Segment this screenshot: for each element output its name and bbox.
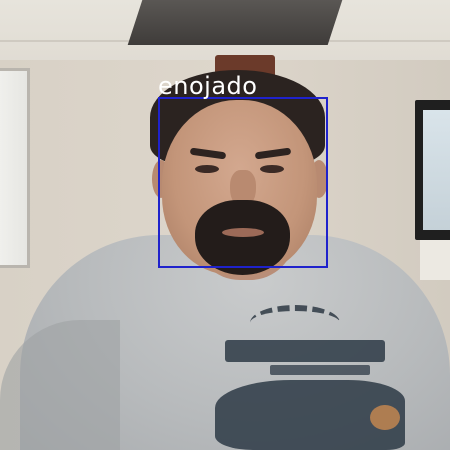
shirt-print-accent (370, 405, 400, 430)
face-detection-box (158, 97, 328, 268)
ceiling-vent (128, 0, 343, 45)
shirt-print-subtext (270, 365, 370, 375)
shirt-print-sun (250, 305, 340, 341)
whiteboard (0, 68, 30, 268)
emotion-label: enojado (158, 72, 258, 100)
shirt-print-text (225, 340, 385, 362)
wall-paper (420, 240, 450, 280)
framed-picture-glass (423, 110, 450, 230)
